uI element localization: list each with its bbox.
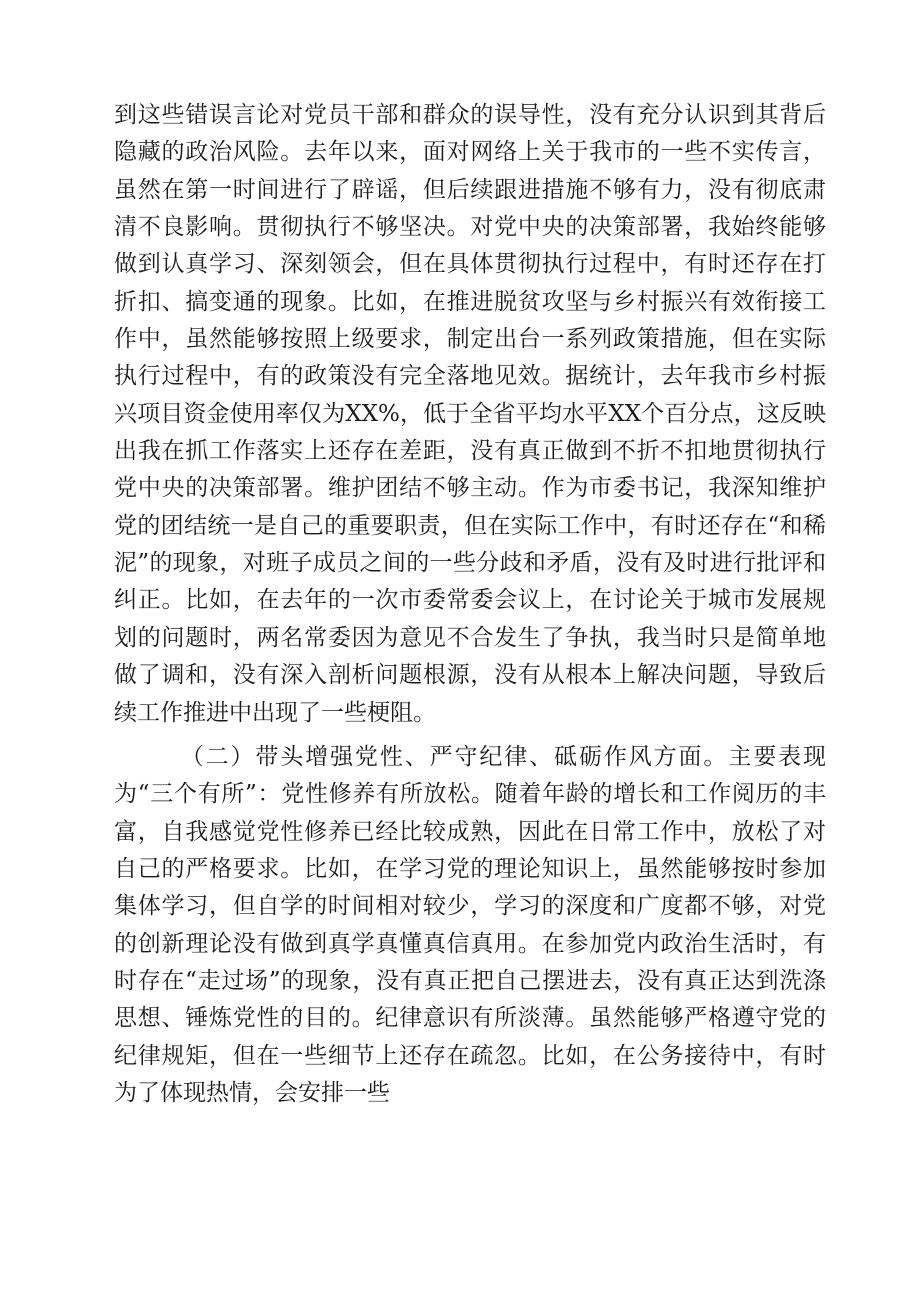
body-paragraph-2: （二）带头增强党性、严守纪律、砥砺作风方面。主要表现为“三个有所”：党性修养有所放松。随着年龄的增长和工作阅历的丰富，自我感觉党性修养已经比较成熟，因此在日常工作中，放松了对自己的严格要求。比如，在学习党的理论知识上，虽然能够按时参加集体学习，但自学的时间相对较少，学习的深度和广度都不够，对党的创新理论没有做到真学真懂真信真用。在参加党内政治生活时，有时存在“走过场”的现象，没有真正把自己摆进去，没有真正达到洗涤思想、锤炼党性的目的。纪律意识有所淡薄。虽然能够严格遵守党的纪律规矩，但在一些细节上还存在疏忽。比如，在公务接待中，有时为了体现热情，会安排一些: [114, 743, 826, 1106]
paragraph-gap: [114, 732, 826, 739]
body-paragraph-1: 到这些错误言论对党员干部和群众的误导性，没有充分认识到其背后隐藏的政治风险。去年以来，面对网络上关于我市的一些不实传言，虽然在第一时间进行了辟谣，但后续跟进措施不够有力，没有彻底肃清不良影响。贯彻执行不够坚决。对党中央的决策部署，我始终能够做到认真学习、深刻领会，但在具体贯彻执行过程中，有时还存在打折扣、搞变通的现象。比如，在推进脱贫攻坚与乡村振兴有效衔接工作中，虽然能够按照上级要求，制定出台一系列政策措施，但在实际执行过程中，有的政策没有完全落地见效。据统计，去年我市乡村振兴项目资金使用率仅为XX%，低于全省平均水平XX个百分点，这反映出我在抓工作落实上还存在差距，没有真正做到不折不扣地贯彻执行党中央的决策部署。维护团结不够主动。作为市委书记，我深知维护党的团结统一是自己的重要职责，但在实际工作中，有时还存在“和稀泥”的现象，对班子成员之间的一些分歧和矛盾，没有及时进行批评和纠正。比如，在去年的一次市委常委会议上，在讨论关于城市发展规划的问题时，两名常委因为意见不合发生了争执，我当时只是简单地做了调和，没有深入剖析问题根源，没有从根本上解决问题，导致后续工作推进中出现了一些梗阻。: [114, 102, 826, 726]
document-body: [114, 97, 826, 1112]
